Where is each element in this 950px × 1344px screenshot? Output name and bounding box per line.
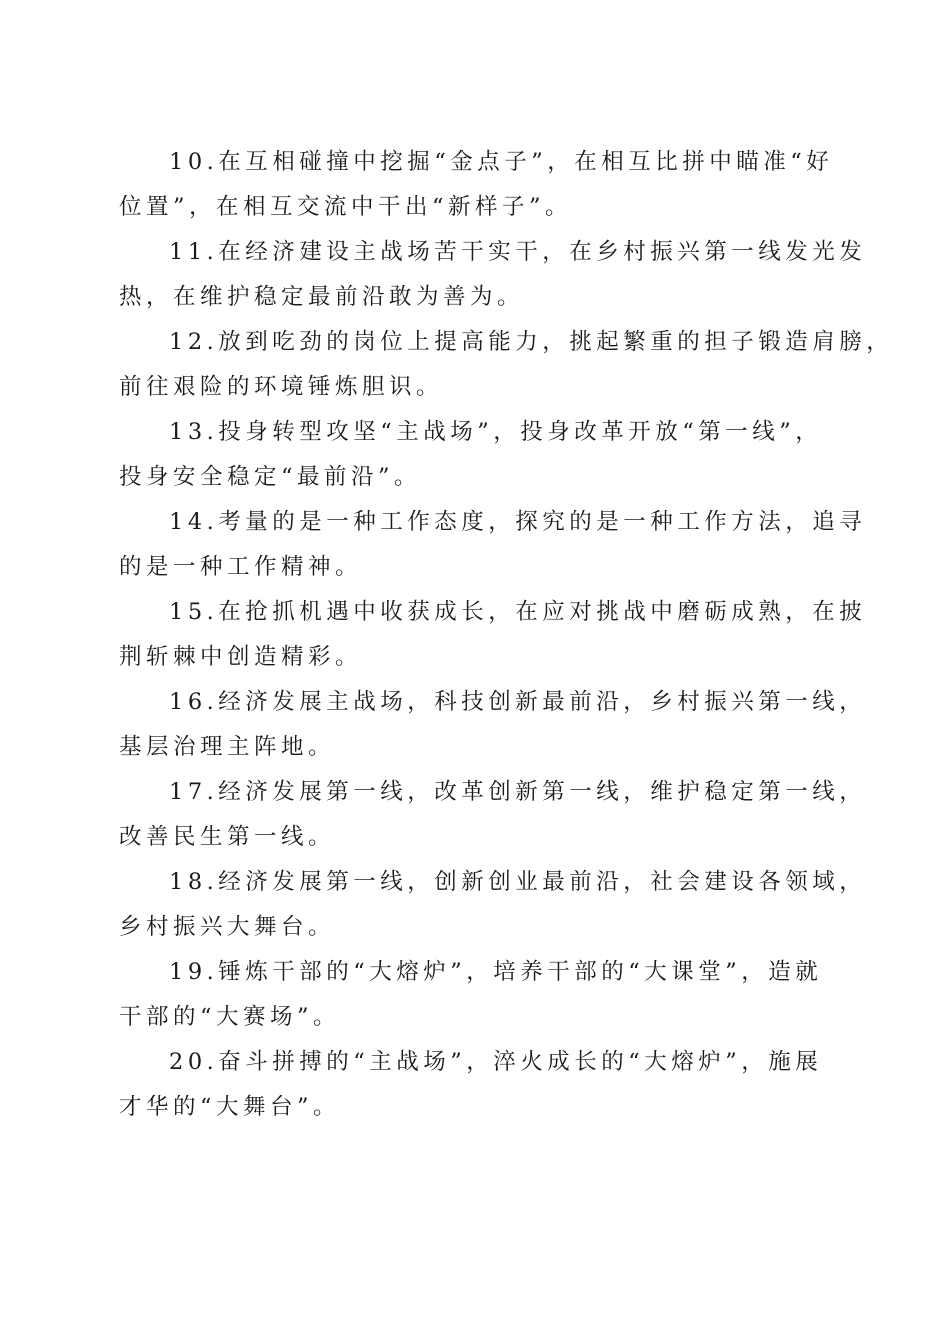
list-item-line: 前往艰险的环境锤炼胆识。 [119, 374, 444, 400]
list-item-line: 10.在互相碰撞中挖掘“金点子”，在相互比拼中瞄准“好 [169, 149, 834, 175]
list-item-line: 改善民生第一线。 [119, 824, 336, 850]
list-item-line: 乡村振兴大舞台。 [119, 914, 336, 940]
list-item-line: 17.经济发展第一线，改革创新第一线，维护稳定第一线， [169, 779, 867, 805]
list-item [119, 860, 867, 950]
list-item [119, 320, 894, 410]
list-item [119, 950, 831, 1040]
list-item-line: 基层治理主阵地。 [119, 734, 336, 760]
list-item [119, 1040, 831, 1130]
list-item-line: 20.奋斗拼搏的“主战场”，淬火成长的“大熔炉”，施展 [169, 1049, 823, 1075]
list-item-line: 12.放到吃劲的岗位上提高能力，挑起繁重的担子锻造肩膀， [169, 329, 894, 355]
list-item-line: 干部的“大赛场”。 [119, 1004, 341, 1030]
list-item-line: 15.在抢抓机遇中收获成长，在应对挑战中磨砺成熟，在披 [169, 599, 867, 625]
list-item-line: 11.在经济建设主战场苦干实干，在乡村振兴第一线发光发 [169, 239, 867, 265]
list-item-line: 16.经济发展主战场，科技创新最前沿，乡村振兴第一线， [169, 689, 867, 715]
list-item [119, 140, 834, 230]
list-item-line: 13.投身转型攻坚“主战场”，投身改革开放“第一线”， [169, 419, 823, 445]
list-item-line: 的是一种工作精神。 [119, 554, 363, 580]
list-item-line: 才华的“大舞台”。 [119, 1094, 341, 1120]
list-item [119, 500, 867, 590]
list-item-line: 热，在维护稳定最前沿敢为善为。 [119, 284, 525, 310]
list-item-line: 14.考量的是一种工作态度，探究的是一种工作方法，追寻 [169, 509, 867, 535]
list-item [119, 410, 831, 500]
list-item-line: 投身安全稳定“最前沿”。 [119, 464, 422, 490]
list-item [119, 230, 867, 320]
list-item [119, 590, 867, 680]
list-item-line: 荆斩棘中创造精彩。 [119, 644, 363, 670]
list-item-line: 19.锤炼干部的“大熔炉”，培养干部的“大课堂”，造就 [169, 959, 823, 985]
list-item [119, 770, 867, 860]
list-item-line: 位置”，在相互交流中干出“新样子”。 [119, 194, 573, 220]
list-item-line: 18.经济发展第一线，创新创业最前沿，社会建设各领域， [169, 869, 867, 895]
document-body [119, 140, 894, 1130]
list-item [119, 680, 867, 770]
